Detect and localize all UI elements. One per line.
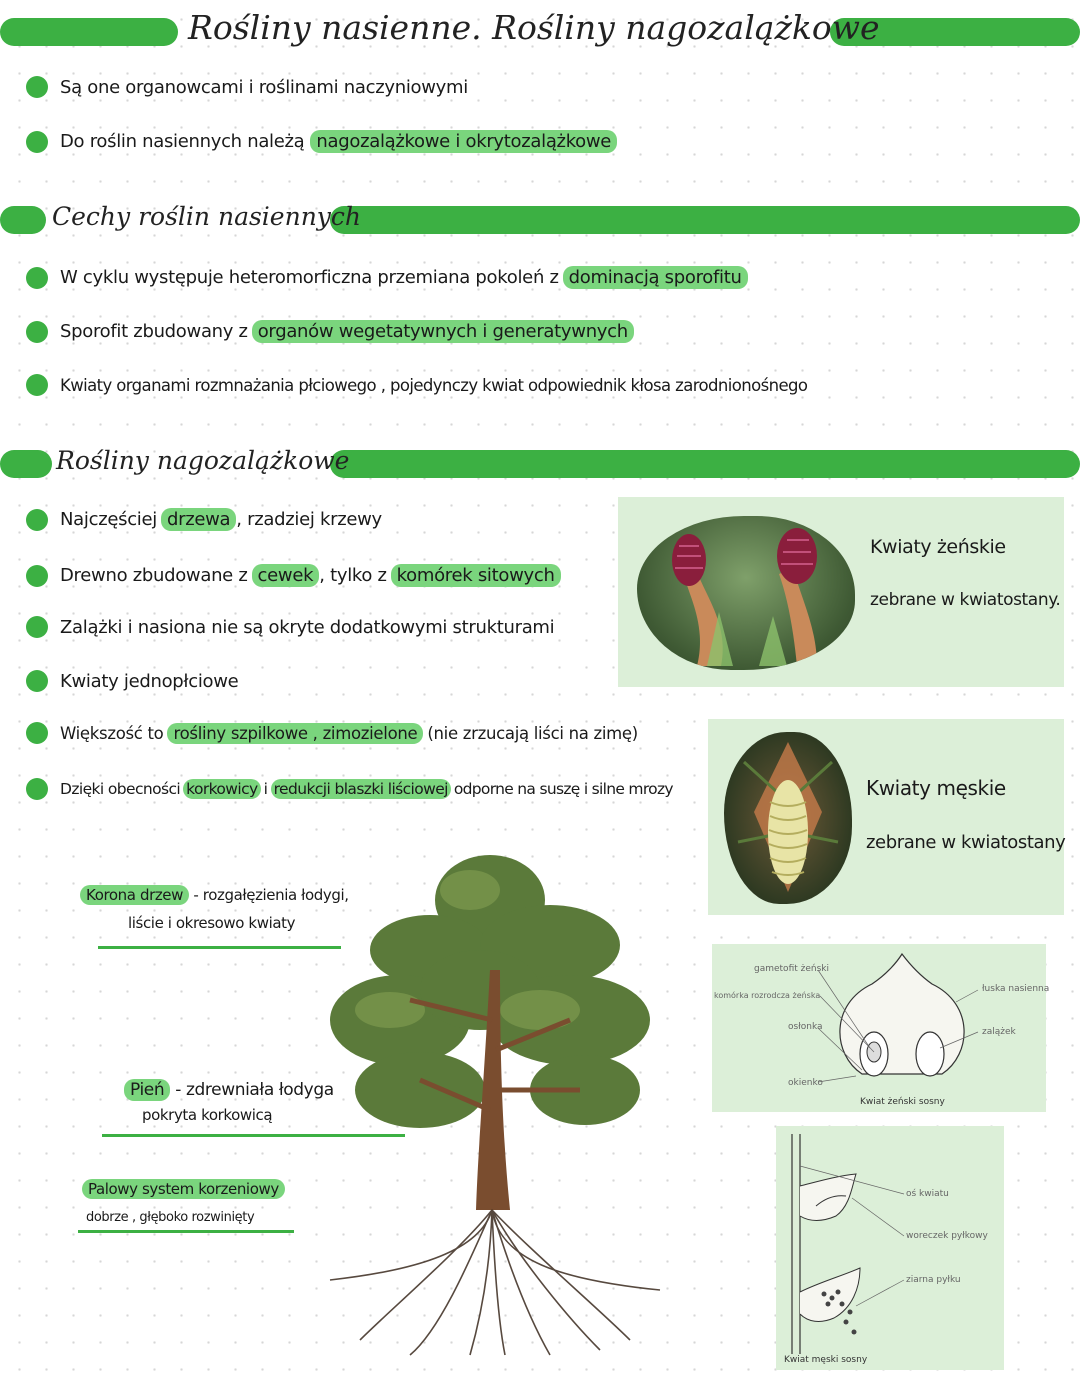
label-cone-axis: oś kwiatu	[906, 1189, 949, 1199]
item-text: W cyklu występuje heteromorficzna przemiana pokoleń z	[60, 267, 559, 288]
item-text: , rzadziej krzewy	[236, 509, 382, 530]
highlight: Pień	[124, 1079, 170, 1101]
label-pollen-sac: woreczek pyłkowy	[906, 1231, 988, 1241]
label-ovule: zalążek	[982, 1027, 1016, 1037]
male-flowers-title: Kwiaty męskie	[866, 776, 1006, 800]
section-bar-right	[330, 450, 1080, 478]
item-text: Sporofit zbudowany z	[60, 321, 248, 342]
trunk-note	[124, 1080, 334, 1100]
crown-underline	[98, 946, 341, 949]
section-title: Cechy roślin nasiennych	[52, 202, 362, 231]
section-title: Rośliny nagozalążkowe	[56, 446, 350, 475]
page-title: Rośliny nasienne. Rośliny nagozalążkowe	[188, 8, 880, 47]
highlight: korkowicy	[183, 779, 260, 799]
roots-note-line2: dobrze , głęboko rozwinięty	[86, 1210, 255, 1225]
pine-tree-illustration	[300, 850, 680, 1360]
gymno-item-2	[26, 564, 561, 587]
label-female-gametophyte: gametofit żeński	[754, 964, 829, 974]
male-flowers-desc: zebrane w kwiatostany	[866, 832, 1066, 853]
item-text: Kwiaty jednopłciowe	[60, 670, 239, 692]
male-cone-photo	[724, 732, 852, 904]
item-text: i	[263, 780, 268, 798]
features-item-1	[26, 266, 748, 289]
crown-note	[80, 886, 349, 904]
gymno-item-4	[26, 670, 238, 692]
bullet-dot	[26, 131, 48, 153]
note-text: - rozgałęzienia łodygi,	[193, 886, 349, 904]
bullet-dot	[26, 778, 48, 800]
trunk-underline	[102, 1134, 405, 1137]
item-text: Najczęściej	[60, 509, 157, 530]
item-text: Większość to	[60, 723, 164, 743]
item-text: Drewno zbudowane z	[60, 565, 248, 586]
bullet-dot	[26, 76, 48, 98]
bullet-dot	[26, 267, 48, 289]
male-diagram-caption: Kwiat męski sosny	[784, 1355, 868, 1365]
bullet-dot	[26, 670, 48, 692]
note-text: - zdrewniała łodyga	[175, 1080, 334, 1100]
female-cone-photo	[637, 516, 855, 670]
label-micropyle: okienko	[788, 1078, 823, 1088]
label-pollen-grains: ziarna pyłku	[906, 1275, 961, 1285]
bullet-dot	[26, 509, 48, 531]
item-text: (nie zrzucają liści na zimę)	[427, 723, 638, 743]
highlight: rośliny szpilkowe , zimozielone	[167, 723, 423, 744]
highlight: dominacją sporofitu	[563, 266, 748, 289]
label-seed-scale: łuska nasienna	[982, 984, 1050, 994]
features-item-2	[26, 320, 634, 343]
highlight: organów wegetatywnych i generatywnych	[252, 320, 634, 343]
intro-item-2	[26, 130, 617, 153]
roots-underline	[78, 1230, 294, 1233]
section-bar-left	[0, 450, 52, 478]
item-text: , tylko z	[319, 565, 387, 586]
features-item-3	[26, 374, 807, 396]
highlight: Palowy system korzeniowy	[82, 1179, 285, 1199]
female-flowers-desc: zebrane w kwiatostany.	[870, 590, 1061, 610]
trunk-note-line2: pokryta korkowicą	[142, 1106, 273, 1124]
crown-note-line2: liście i okresowo kwiaty	[128, 914, 296, 932]
gymno-item-6	[26, 778, 673, 800]
intro-text: Do roślin nasiennych należą	[60, 131, 305, 152]
gymno-item-1	[26, 508, 382, 531]
label-integument: osłonka	[788, 1022, 823, 1032]
highlight: komórek sitowych	[391, 564, 561, 587]
section-bar-right	[330, 206, 1080, 234]
gymno-item-5	[26, 722, 638, 744]
intro-item-1	[26, 76, 468, 98]
item-text: Kwiaty organami rozmnażania płciowego , pojedynczy kwiat odpowiednik kłosa zarodnionośnego	[60, 375, 808, 395]
item-text: Zalążki i nasiona nie są okryte dodatkowymi strukturami	[60, 616, 555, 638]
female-diagram-caption: Kwiat żeński sosny	[860, 1097, 945, 1107]
intro-text: Są one organowcami i roślinami naczyniowymi	[60, 76, 468, 98]
section-bar-left	[0, 206, 46, 234]
item-text: Dzięki obecności	[60, 780, 181, 798]
highlight: drzewa	[161, 508, 236, 531]
highlight: nagozalążkowe i okrytozalążkowe	[310, 130, 617, 153]
gymno-item-3	[26, 616, 554, 638]
highlight: Korona drzew	[80, 885, 189, 905]
bullet-dot	[26, 616, 48, 638]
bullet-dot	[26, 374, 48, 396]
highlight: cewek	[252, 564, 320, 587]
bullet-dot	[26, 722, 48, 744]
roots-note	[82, 1180, 285, 1198]
bullet-dot	[26, 565, 48, 587]
label-female-cell: komórka rozrodcza żeńska	[714, 991, 821, 1000]
bullet-dot	[26, 321, 48, 343]
title-bar-left	[0, 18, 178, 46]
female-flowers-title: Kwiaty żeńskie	[870, 536, 1006, 558]
item-text: odporne na suszę i silne mrozy	[453, 780, 673, 798]
male-cone-diagram	[776, 1126, 1004, 1370]
highlight: redukcji blaszki liściowej	[271, 779, 451, 799]
